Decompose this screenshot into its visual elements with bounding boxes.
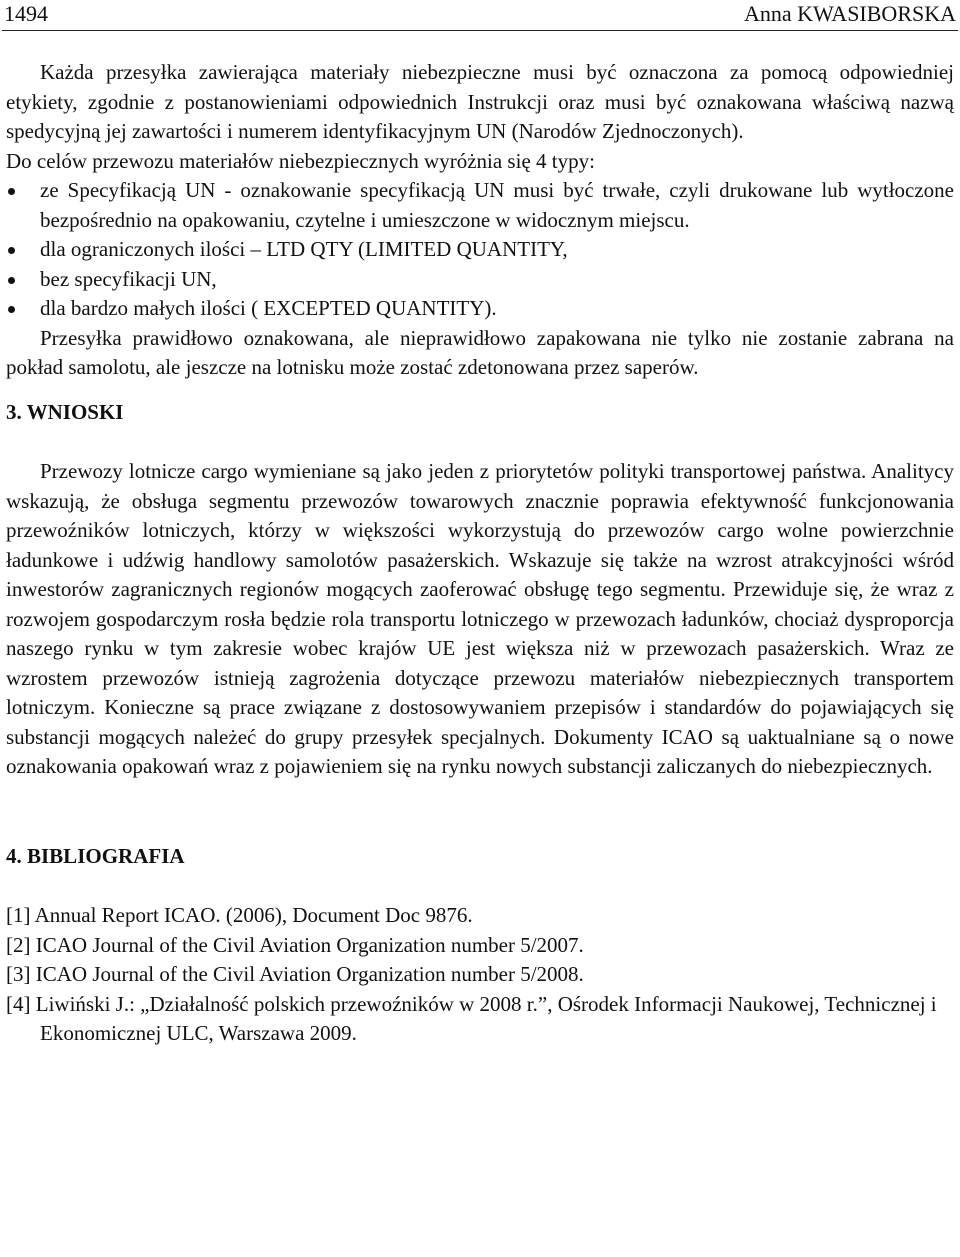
section-heading-conclusions: 3. WNIOSKI [6,399,124,424]
bibliography-entry: [3] ICAO Journal of the Civil Aviation Organization number 5/2008. [6,962,584,986]
bibliography-entry: [2] ICAO Journal of the Civil Aviation Organization number 5/2007. [6,932,584,957]
types-intro-paragraph: Do celów przewozu materiałów niebezpiecznych wyróżnia się 4 typy: [6,148,595,173]
page-number: 1494 [4,1,48,26]
bibliography-entry: [1] Annual Report ICAO. (2006), Document Doc 9876. [6,903,473,927]
types-list [6,176,954,324]
intro-paragraph: Każda przesyłka zawierająca materiały niebezpieczne musi być oznaczona za pomocą odpowiedniej etykiety, zgodnie z postanowieniami odpowiednich Instrukcji oraz musi być oznakowana właściwą nazwą spedycyjną jej zawartości i numerem identyfikacyjnym UN (Narodów Zjednoczonych). [6,60,954,143]
bibliography-list [6,901,954,1049]
section-heading-bibliography: 4. BIBLIOGRAFIA [6,843,185,868]
list-item: dla ograniczonych ilości – LTD QTY (LIMITED QUANTITY, [6,235,954,265]
page-header [2,0,958,31]
conclusions-paragraph: Przewozy lotnicze cargo wymieniane są jako jeden z priorytetów polityki transportowej państwa. Analitycy wskazują, że obsługa segmentu przewozów towarowych znacznie poprawia efektywność funkcjonowania przewoźników lotniczych, którzy w większości wykorzystują do przewozów cargo wolne powierzchnie ładunkowe i udźwig handlowy samolotów pasażerskich. Wskazuje się także na wzrost atrakcyjności wśród inwestorów zagranicznych regionów mogących zaoferować obsługę tego segmentu. Przewiduje się, że wraz z rozwojem gospodarczym rosła będzie rola transportu lotniczego w przewozach ładunków, chociaż dysproporcja naszego rynku w tym zakresie wobec krajów UE jest większa niż w przewozach pasażerskich. Wraz ze wzrostem przewozów istnieją zagrożenia dotyczące przewozu materiałów niebezpiecznych transportem lotniczym. Konieczne są prace związane z dostosowywaniem przepisów i standardów do pojawiających się substancji mogących należeć do grupy przesyłek specjalnych. Dokumenty ICAO są uaktualniane są o nowe oznakowania opakowań wraz z pojawieniem się na rynku nowych substancji zaliczanych do niebezpiecznych. [6,459,954,778]
list-item: dla bardzo małych ilości ( EXCEPTED QUANTITY). [6,294,954,324]
list-item: bez specyfikacji UN, [6,265,954,295]
bibliography-entry: [4] Liwiński J.: „Działalność polskich przewoźników w 2008 r.”, Ośrodek Informacji Naukowej, Technicznej i Ekonomicznej ULC, Warszawa 2009. [6,991,937,1045]
list-item: ze Specyfikacją UN - oznakowanie specyfikacją UN musi być trwałe, czyli drukowane lub wytłoczone bezpośrednio na opakowaniu, czytelne i umieszczone w widocznym miejscu. [6,176,954,235]
running-author: Anna KWASIBORSKA [743,1,956,26]
page-body [6,58,954,1049]
packaging-paragraph: Przesyłka prawidłowo oznakowana, ale nieprawidłowo zapakowana nie tylko nie zostanie zabrana na pokład samolotu, ale jeszcze na lotnisku może zostać zdetonowana przez saperów. [6,325,954,379]
